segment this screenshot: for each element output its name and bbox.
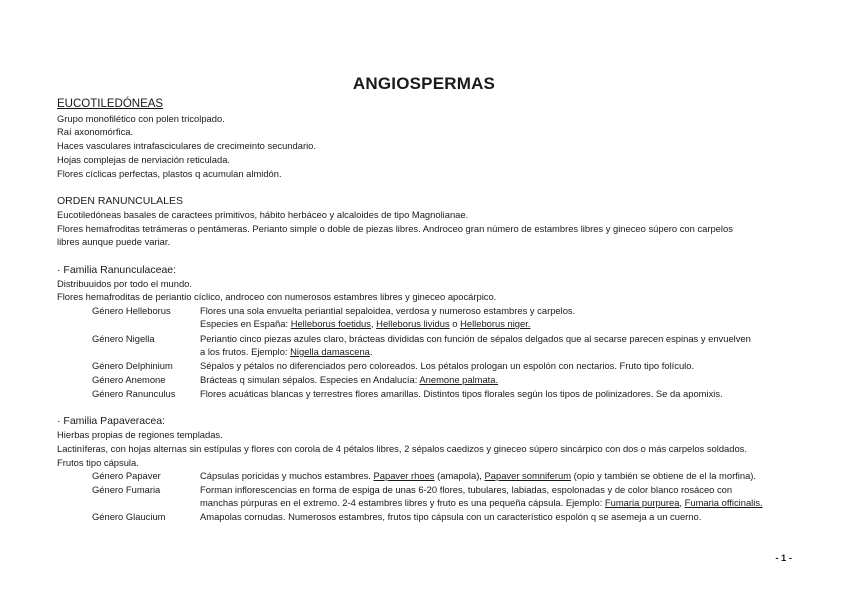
- genus-description: Cápsulas poricidas y muchos estambres. Papaver rhoes (amapola), Papaver somniferum (opio y también se obtiene de el la morfina).: [200, 470, 757, 481]
- genus-description: Forman inflorescencias en forma de espiga de unas 6-20 flores, tubulares, labiadas, espolonadas y de color blanco rosáceo con: [200, 484, 733, 495]
- section-heading-orden: ORDEN RANUNCULALES: [57, 195, 184, 207]
- text-line: Haces vasculares intrafasciculares de crecimeinto secundario.: [57, 140, 316, 151]
- species-name: Papaver rhoes: [373, 470, 435, 481]
- family-heading-papaveracea: · Familia Papaveracea:: [57, 415, 165, 427]
- species-name: Papaver somniferum: [484, 470, 572, 481]
- family-heading-ranunculaceae: · Familia Ranunculaceae:: [57, 264, 177, 276]
- text-line: Flores hemafroditas de periantio cíclico, androceo con numerosos estambres libres y gineceo apocárpico.: [57, 291, 497, 302]
- text-line: Raí axonomórfica.: [57, 126, 134, 137]
- species-name: Nigella damascena: [290, 346, 370, 357]
- species-name: Anemone palmata.: [419, 374, 499, 385]
- section-heading-eucotiledoneas: EUCOTILEDÓNEAS: [57, 98, 164, 110]
- genus-description-cont: Especies en España: Helleborus foetidus, Helleborus lividus o Helleborus niger.: [200, 318, 531, 329]
- genus-name: Género Helleborus: [92, 305, 171, 316]
- species-name: Fumaria purpurea: [604, 497, 680, 508]
- text-line: Eucotiledóneas basales de caractees primitivos, hábito herbáceo y alcaloides de tipo Magnolianae.: [57, 209, 469, 220]
- genus-description: Sépalos y pétalos no diferenciados pero coloreados. Los pétalos prologan un espolón con nectarios. Fruto tipo folículo.: [200, 360, 695, 371]
- genus-name: Género Ranunculus: [92, 388, 176, 399]
- page-title: ANGIOSPERMAS: [352, 74, 496, 93]
- genus-name: Género Glaucium: [92, 511, 166, 522]
- species-name: Helleborus niger.: [460, 318, 531, 329]
- species-name: Fumaria officinalis.: [684, 497, 763, 508]
- text-line: Hojas complejas de nerviación reticulada.: [57, 154, 231, 165]
- genus-name: Género Nigella: [92, 333, 155, 344]
- text-line: Flores hemafroditas tetrámeras o pentámeras. Perianto simple o doble de piezas libres. Androceo gran número de estambres libres y gineceo súpero con carpelos: [57, 223, 733, 234]
- page-number: - 1 -: [775, 552, 792, 563]
- genus-name: Género Fumaria: [92, 484, 161, 495]
- genus-description-cont: manchas púrpuras en el extremo. 2-4 estambres libres y fruto es una pequeña cápsula. Ejemplo: Fumaria purpurea, Fumaria officinalis.: [200, 497, 763, 508]
- text-line: Flores cíclicas perfectas, plastos q acumulan almidón.: [57, 168, 282, 179]
- species-name: Helleborus foetidus: [290, 318, 371, 329]
- text-line: libres aunque puede variar.: [57, 236, 171, 247]
- genus-description-cont: a los frutos. Ejemplo: Nigella damascena.: [200, 346, 373, 357]
- genus-description: Amapolas cornudas. Numerosos estambres, frutos tipo cápsula con un característico espolón q se asemeja a un cuerno.: [200, 511, 702, 522]
- species-name: Helleborus lividus: [376, 318, 450, 329]
- text-line: Hierbas propias de regiones templadas.: [57, 429, 223, 440]
- genus-description: Flores una sola envuelta periantial sepaloidea, verdosa y numeroso estambres y carpelos.: [200, 305, 576, 316]
- text-line: Grupo monofilético con polen tricolpado.: [57, 113, 225, 124]
- genus-description: Brácteas q simulan sépalos. Especies en Andalucía: Anemone palmata.: [200, 374, 499, 385]
- text-line: Distribuuidos por todo el mundo.: [57, 278, 192, 289]
- text-line: Frutos tipo cápsula.: [57, 457, 139, 468]
- genus-description: Flores acuáticas blancas y terrestres flores amarillas. Distintos tipos florales según los tipos de polinizadores. Se da apomixis.: [200, 388, 723, 399]
- genus-name: Género Anemone: [92, 374, 166, 385]
- genus-description: Periantio cinco piezas azules claro, brácteas divididas con función de sépalos delgados que al secarse parecen espinas y envuelven: [200, 333, 751, 344]
- genus-name: Género Delphinium: [92, 360, 173, 371]
- text-line: Lactiníferas, con hojas alternas sin estípulas y flores con corola de 4 pétalos libres, 2 sépalos caedizos y gineceo súpero sincárpico con dos o más carpelos soldados.: [57, 443, 747, 454]
- genus-name: Género Papaver: [92, 470, 161, 481]
